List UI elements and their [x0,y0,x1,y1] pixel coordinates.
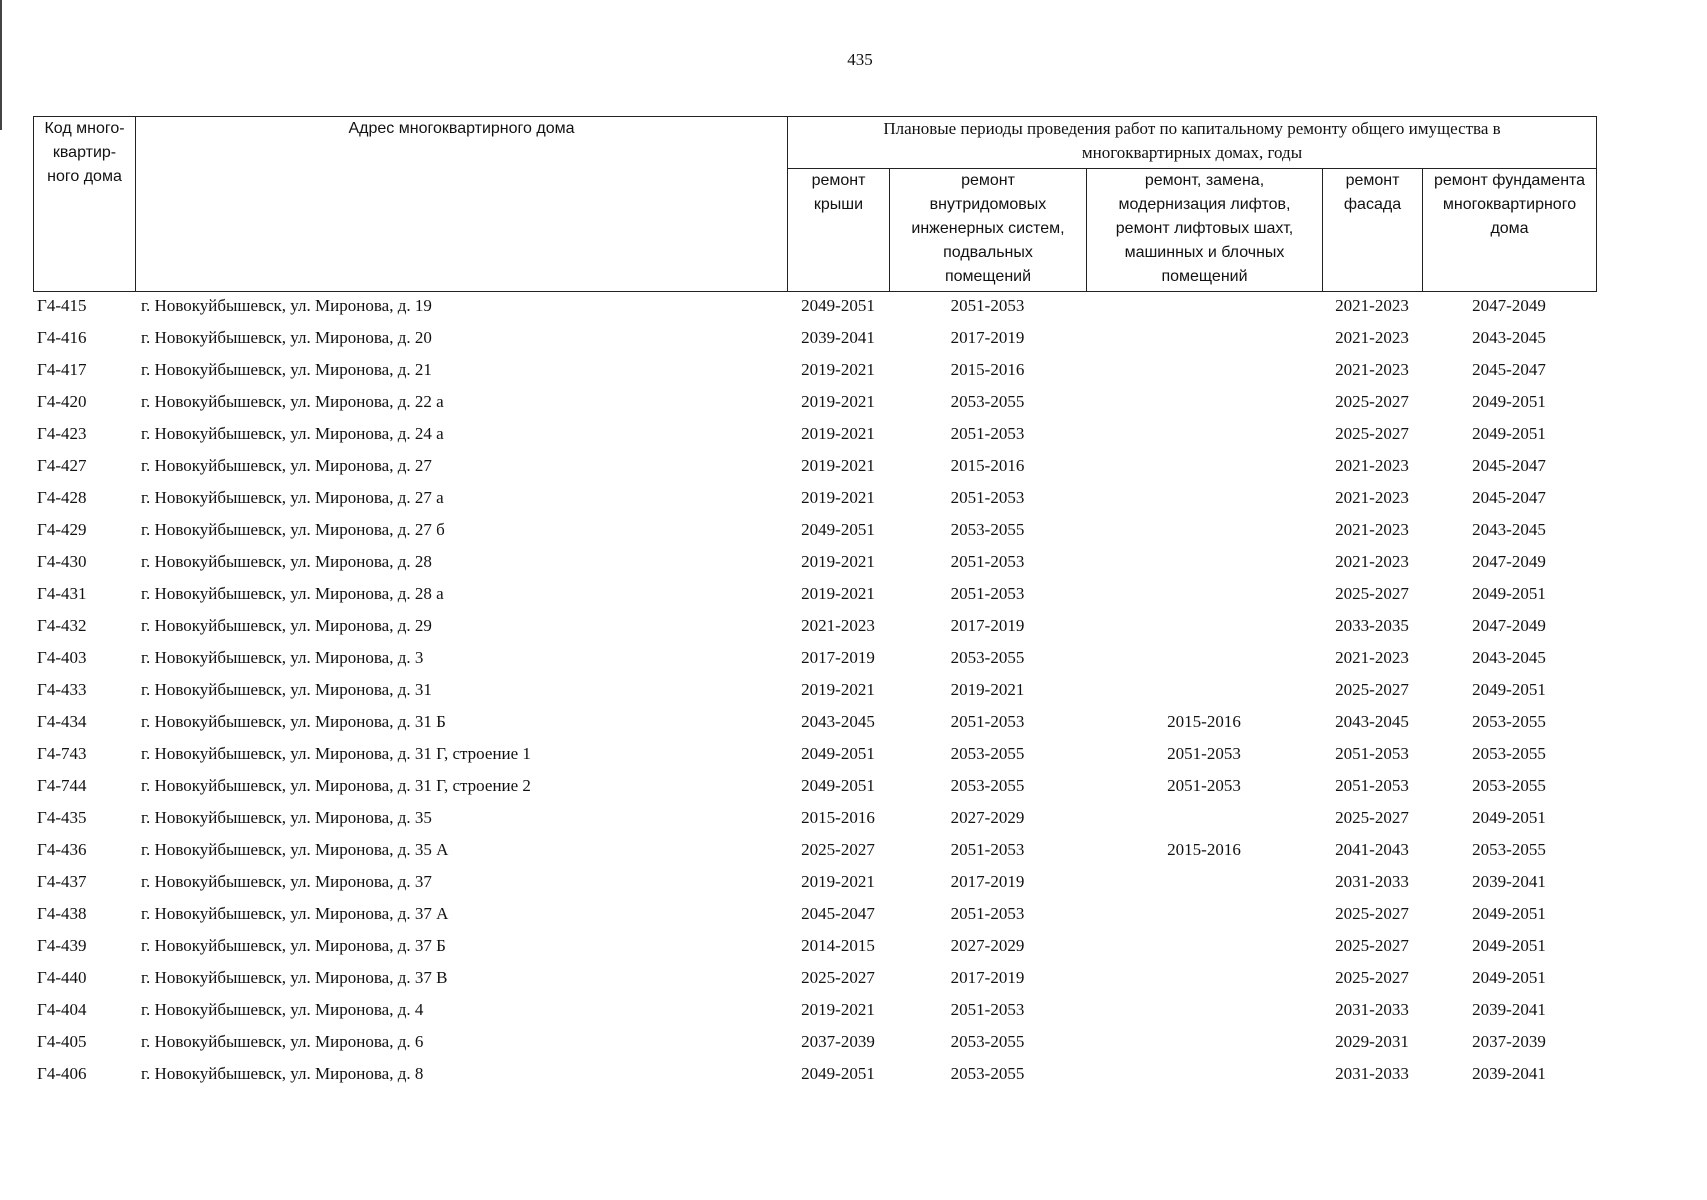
header-elevators-line: модернизация лифтов, [1118,196,1291,213]
header-systems-line: ремонт [961,172,1015,189]
row-foundation-period: 2043-2045 [1472,520,1546,539]
row-facade-period: 2021-2023 [1335,328,1409,347]
table-row [33,898,1596,930]
row-address: г. Новокуйбышевск, ул. Миронова, д. 37 Б [141,936,446,955]
row-facade-period: 2043-2045 [1335,712,1409,731]
row-code: Г4-432 [37,616,87,635]
row-code: Г4-423 [37,424,87,443]
row-roof-period: 2049-2051 [801,296,875,315]
row-foundation-period: 2049-2051 [1472,968,1546,987]
row-code: Г4-435 [37,808,87,827]
header-code-line: Код много- [44,120,125,137]
row-address: г. Новокуйбышевск, ул. Миронова, д. 21 [141,360,432,379]
row-facade-period: 2033-2035 [1335,616,1409,635]
row-elevators-period [1086,322,1322,354]
row-roof-period: 2019-2021 [801,360,875,379]
row-code: Г4-433 [37,680,87,699]
row-systems-period: 2051-2053 [950,840,1025,859]
row-elevators-period: 2015-2016 [1167,840,1241,859]
row-code: Г4-431 [37,584,87,603]
row-elevators-period [1086,1058,1322,1090]
table-row [33,290,1596,322]
row-elevators-period: 2051-2053 [1167,776,1241,795]
table-row [33,770,1596,802]
row-systems-period: 2017-2019 [950,872,1025,891]
header-periods-line: многоквартирных домах, годы [1081,143,1303,162]
row-elevators-period [1086,418,1322,450]
row-facade-period: 2025-2027 [1335,968,1409,987]
row-systems-period: 2051-2053 [950,1000,1025,1019]
row-roof-period: 2039-2041 [801,328,875,347]
header-code-line: ного дома [47,168,122,185]
row-code: Г4-436 [37,840,87,859]
row-foundation-period: 2049-2051 [1472,680,1546,699]
header-address [136,117,788,292]
row-address: г. Новокуйбышевск, ул. Миронова, д. 4 [141,1000,424,1019]
row-foundation-period: 2053-2055 [1472,840,1546,859]
row-systems-period: 2017-2019 [950,328,1025,347]
row-address: г. Новокуйбышевск, ул. Миронова, д. 3 [141,648,424,667]
table-row [33,930,1596,962]
row-code: Г4-440 [37,968,87,987]
table-row [33,642,1596,674]
row-address: г. Новокуйбышевск, ул. Миронова, д. 35 [141,808,432,827]
row-code: Г4-406 [37,1064,87,1083]
row-foundation-period: 2037-2039 [1472,1032,1546,1051]
table-row [33,706,1596,738]
row-foundation-period: 2045-2047 [1472,488,1546,507]
row-foundation-period: 2047-2049 [1472,296,1546,315]
row-roof-period: 2049-2051 [801,744,875,763]
header-elevators-line: ремонт лифтовых шахт, [1115,220,1294,237]
table-row [33,546,1596,578]
row-roof-period: 2019-2021 [801,680,875,699]
row-systems-period: 2053-2055 [950,520,1025,539]
row-code: Г4-427 [37,456,87,475]
header-elevators-line: ремонт, замена, [1144,172,1265,189]
row-systems-period: 2051-2053 [950,904,1025,923]
row-address: г. Новокуйбышевск, ул. Миронова, д. 27 [141,456,432,475]
row-foundation-period: 2049-2051 [1472,584,1546,603]
row-roof-period: 2043-2045 [801,712,875,731]
table-row [33,514,1596,546]
row-elevators-period [1086,642,1322,674]
row-systems-period: 2017-2019 [950,968,1025,987]
row-elevators-period [1086,802,1322,834]
row-systems-period: 2027-2029 [950,808,1025,827]
row-code: Г4-417 [37,360,87,379]
table-row [33,994,1596,1026]
row-systems-period: 2051-2053 [950,424,1025,443]
row-roof-period: 2049-2051 [801,776,875,795]
header-elevators-line: помещений [1161,268,1248,285]
row-address: г. Новокуйбышевск, ул. Миронова, д. 37 [141,872,432,891]
row-code: Г4-415 [37,296,87,315]
header-foundation-line: ремонт фундамента [1433,172,1586,189]
row-systems-period: 2053-2055 [950,392,1025,411]
row-code: Г4-430 [37,552,87,571]
row-elevators-period [1086,1026,1322,1058]
table-row [33,578,1596,610]
row-address: г. Новокуйбышевск, ул. Миронова, д. 27 а [141,488,444,507]
row-foundation-period: 2043-2045 [1472,648,1546,667]
header-systems-line: подвальных [943,244,1033,261]
row-facade-period: 2029-2031 [1335,1032,1409,1051]
row-systems-period: 2051-2053 [950,488,1025,507]
row-foundation-period: 2053-2055 [1472,712,1546,731]
row-facade-period: 2021-2023 [1335,296,1409,315]
row-roof-period: 2019-2021 [801,1000,875,1019]
header-foundation-line: многоквартирного [1442,196,1577,213]
data-table [33,290,1596,1090]
header-code-line: квартир- [52,144,117,161]
header-address-label: Адрес многоквартирного дома [348,120,575,137]
row-elevators-period [1086,674,1322,706]
row-facade-period: 2051-2053 [1335,744,1409,763]
row-facade-period: 2025-2027 [1335,680,1409,699]
row-address: г. Новокуйбышевск, ул. Миронова, д. 22 а [141,392,444,411]
row-facade-period: 2025-2027 [1335,584,1409,603]
row-systems-period: 2015-2016 [950,360,1025,379]
header-roof-line: крыши [813,196,864,213]
row-address: г. Новокуйбышевск, ул. Миронова, д. 8 [141,1064,424,1083]
header-facade [1323,169,1423,292]
table-row [33,418,1596,450]
row-systems-period: 2019-2021 [950,680,1025,699]
table-row [33,386,1596,418]
row-facade-period: 2025-2027 [1335,936,1409,955]
row-elevators-period: 2051-2053 [1167,744,1241,763]
row-address: г. Новокуйбышевск, ул. Миронова, д. 37 В [141,968,448,987]
row-elevators-period [1086,450,1322,482]
row-facade-period: 2051-2053 [1335,776,1409,795]
table-row [33,834,1596,866]
row-facade-period: 2031-2033 [1335,1000,1409,1019]
row-address: г. Новокуйбышевск, ул. Миронова, д. 29 [141,616,432,635]
table-row [33,354,1596,386]
row-systems-period: 2051-2053 [950,712,1025,731]
row-address: г. Новокуйбышевск, ул. Миронова, д. 28 а [141,584,444,603]
row-code: Г4-439 [37,936,87,955]
row-roof-period: 2049-2051 [801,1064,875,1083]
row-address: г. Новокуйбышевск, ул. Миронова, д. 31 [141,680,432,699]
table-row [33,482,1596,514]
row-elevators-period [1086,546,1322,578]
row-elevators-period [1086,866,1322,898]
header-systems-line: помещений [944,268,1032,285]
row-address: г. Новокуйбышевск, ул. Миронова, д. 31 Г, строение 1 [141,744,531,763]
row-roof-period: 2019-2021 [801,392,875,411]
table-row [33,674,1596,706]
row-facade-period: 2021-2023 [1335,456,1409,475]
row-elevators-period [1086,482,1322,514]
row-systems-period: 2027-2029 [950,936,1025,955]
header-elevators-line: машинных и блочных [1124,244,1285,261]
table-row [33,322,1596,354]
row-roof-period: 2037-2039 [801,1032,875,1051]
header-periods-line: Плановые периоды проведения работ по капитальному ремонту общего имущества в [883,119,1501,138]
row-code: Г4-404 [37,1000,87,1019]
row-foundation-period: 2045-2047 [1472,456,1546,475]
table-row [33,1058,1596,1090]
table-row [33,450,1596,482]
row-facade-period: 2021-2023 [1335,552,1409,571]
row-foundation-period: 2049-2051 [1472,904,1546,923]
row-code: Г4-403 [37,648,87,667]
row-systems-period: 2053-2055 [950,744,1025,763]
row-code: Г4-438 [37,904,87,923]
row-facade-period: 2025-2027 [1335,392,1409,411]
row-elevators-period [1086,962,1322,994]
row-roof-period: 2025-2027 [801,840,875,859]
header-code [34,117,136,292]
row-code: Г4-420 [37,392,87,411]
row-code: Г4-416 [37,328,87,347]
row-elevators-period [1086,354,1322,386]
row-address: г. Новокуйбышевск, ул. Миронова, д. 31 Г, строение 2 [141,776,531,795]
row-systems-period: 2053-2055 [950,1064,1025,1083]
row-roof-period: 2014-2015 [801,936,875,955]
row-elevators-period [1086,386,1322,418]
row-address: г. Новокуйбышевск, ул. Миронова, д. 6 [141,1032,424,1051]
row-foundation-period: 2053-2055 [1472,776,1546,795]
row-code: Г4-434 [37,712,87,731]
row-facade-period: 2021-2023 [1335,520,1409,539]
row-foundation-period: 2049-2051 [1472,936,1546,955]
row-facade-period: 2025-2027 [1335,808,1409,827]
row-foundation-period: 2049-2051 [1472,424,1546,443]
row-elevators-period [1086,994,1322,1026]
row-roof-period: 2017-2019 [801,648,875,667]
row-elevators-period [1086,898,1322,930]
row-facade-period: 2021-2023 [1335,488,1409,507]
row-elevators-period [1086,930,1322,962]
row-roof-period: 2025-2027 [801,968,875,987]
header-elevators [1087,169,1323,292]
row-systems-period: 2051-2053 [950,296,1025,315]
row-roof-period: 2019-2021 [801,584,875,603]
row-address: г. Новокуйбышевск, ул. Миронова, д. 20 [141,328,432,347]
table-row [33,802,1596,834]
row-facade-period: 2031-2033 [1335,1064,1409,1083]
header-roof [788,169,890,292]
table-row [33,738,1596,770]
header-systems-line: внутридомовых [929,196,1047,213]
header-foundation [1423,169,1597,292]
row-systems-period: 2051-2053 [950,552,1025,571]
row-code: Г4-429 [37,520,87,539]
table-header [33,116,1597,292]
table-row [33,1026,1596,1058]
row-roof-period: 2019-2021 [801,488,875,507]
row-code: Г4-744 [37,776,87,795]
row-foundation-period: 2049-2051 [1472,392,1546,411]
row-elevators-period [1086,610,1322,642]
row-roof-period: 2019-2021 [801,552,875,571]
row-foundation-period: 2039-2041 [1472,1064,1546,1083]
row-roof-period: 2049-2051 [801,520,875,539]
header-facade-line: фасада [1343,196,1402,213]
page-number: 435 [847,50,873,69]
row-systems-period: 2051-2053 [950,584,1025,603]
row-facade-period: 2041-2043 [1335,840,1409,859]
row-code: Г4-743 [37,744,87,763]
row-roof-period: 2015-2016 [801,808,875,827]
row-roof-period: 2019-2021 [801,456,875,475]
row-elevators-period [1086,514,1322,546]
row-systems-period: 2017-2019 [950,616,1025,635]
header-systems [890,169,1087,292]
row-systems-period: 2053-2055 [950,1032,1025,1051]
row-elevators-period: 2015-2016 [1167,712,1241,731]
row-elevators-period [1086,290,1322,322]
row-roof-period: 2021-2023 [801,616,875,635]
header-roof-line: ремонт [811,172,866,189]
row-systems-period: 2015-2016 [950,456,1025,475]
row-foundation-period: 2049-2051 [1472,808,1546,827]
table-row [33,610,1596,642]
row-code: Г4-428 [37,488,87,507]
row-facade-period: 2031-2033 [1335,872,1409,891]
header-systems-line: инженерных систем, [911,220,1065,237]
row-address: г. Новокуйбышевск, ул. Миронова, д. 31 Б [141,712,446,731]
row-foundation-period: 2047-2049 [1472,552,1546,571]
row-address: г. Новокуйбышевск, ул. Миронова, д. 28 [141,552,432,571]
row-elevators-period [1086,578,1322,610]
table-row [33,962,1596,994]
row-foundation-period: 2043-2045 [1472,328,1546,347]
row-foundation-period: 2045-2047 [1472,360,1546,379]
row-roof-period: 2019-2021 [801,872,875,891]
row-facade-period: 2025-2027 [1335,904,1409,923]
row-facade-period: 2025-2027 [1335,424,1409,443]
row-facade-period: 2021-2023 [1335,648,1409,667]
row-address: г. Новокуйбышевск, ул. Миронова, д. 19 [141,296,432,315]
row-systems-period: 2053-2055 [950,776,1025,795]
row-address: г. Новокуйбышевск, ул. Миронова, д. 35 А [141,840,449,859]
row-foundation-period: 2047-2049 [1472,616,1546,635]
row-address: г. Новокуйбышевск, ул. Миронова, д. 37 А [141,904,449,923]
row-address: г. Новокуйбышевск, ул. Миронова, д. 27 б [141,520,445,539]
row-code: Г4-437 [37,872,87,891]
row-roof-period: 2045-2047 [801,904,875,923]
header-foundation-line: дома [1490,220,1529,237]
row-roof-period: 2019-2021 [801,424,875,443]
table-row [33,866,1596,898]
row-foundation-period: 2039-2041 [1472,1000,1546,1019]
header-facade-line: ремонт [1345,172,1400,189]
row-address: г. Новокуйбышевск, ул. Миронова, д. 24 а [141,424,444,443]
row-foundation-period: 2053-2055 [1472,744,1546,763]
row-systems-period: 2053-2055 [950,648,1025,667]
row-code: Г4-405 [37,1032,87,1051]
header-periods [788,117,1597,169]
row-facade-period: 2021-2023 [1335,360,1409,379]
row-foundation-period: 2039-2041 [1472,872,1546,891]
